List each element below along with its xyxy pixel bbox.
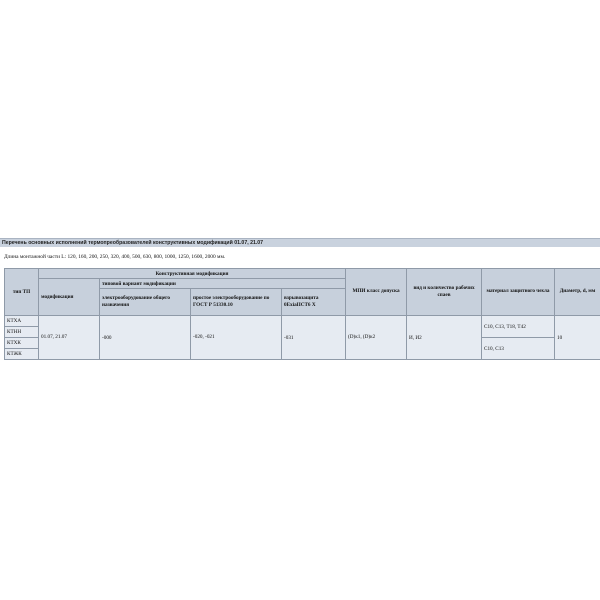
type-ktxa: КТХА xyxy=(5,316,39,327)
length-note: Длина монтажной части L: 120, 160, 200, 250, 320, 400, 500, 630, 800, 1000, 1250, 1600, 2000 мм. xyxy=(4,254,226,260)
document-section xyxy=(0,238,600,357)
diameter-value: 10 xyxy=(555,316,600,360)
type-ktxk: КТХК xyxy=(5,338,39,349)
material-value-1: С10, С13, Т18, Т42 xyxy=(482,316,555,338)
header-simple: простое электрооборудование по ГОСТ Р 51330.10 xyxy=(191,289,282,316)
header-typical-variant: типовой вариант модификации xyxy=(100,279,346,289)
header-material: материал защитного чехла xyxy=(482,269,555,316)
junctions-value: И, И2 xyxy=(407,316,482,360)
variants-table xyxy=(4,268,600,360)
header-type-tp: тип ТП xyxy=(5,269,39,316)
general-purpose-value: -000 xyxy=(100,316,191,360)
type-ktnn: КТНН xyxy=(5,327,39,338)
header-mpi: МПИ класс допуска xyxy=(346,269,407,316)
mpi-value: (D)к1, (D)к2 xyxy=(346,316,407,360)
header-junctions: вид и количество рабочих спаев xyxy=(407,269,482,316)
header-constructive-mod: Конструктивная модификация xyxy=(39,269,346,279)
header-explosion: взрывозащита 0ExiaIICT6 X xyxy=(282,289,346,316)
header-modification: модификация xyxy=(39,279,100,316)
material-value-2: С10, С13 xyxy=(482,338,555,360)
section-title: Перечень основных исполнений термопреобразователей конструктивных модификаций 01.07, 21.07 xyxy=(0,238,600,247)
modification-value: 01.07, 21.07 xyxy=(39,316,100,360)
header-general-purpose: электрооборудование общего назначения xyxy=(100,289,191,316)
explosion-value: -031 xyxy=(282,316,346,360)
simple-value: -020, -021 xyxy=(191,316,282,360)
type-ktzhk: КТЖК xyxy=(5,349,39,360)
header-diameter: Диаметр, d, мм xyxy=(555,269,600,316)
